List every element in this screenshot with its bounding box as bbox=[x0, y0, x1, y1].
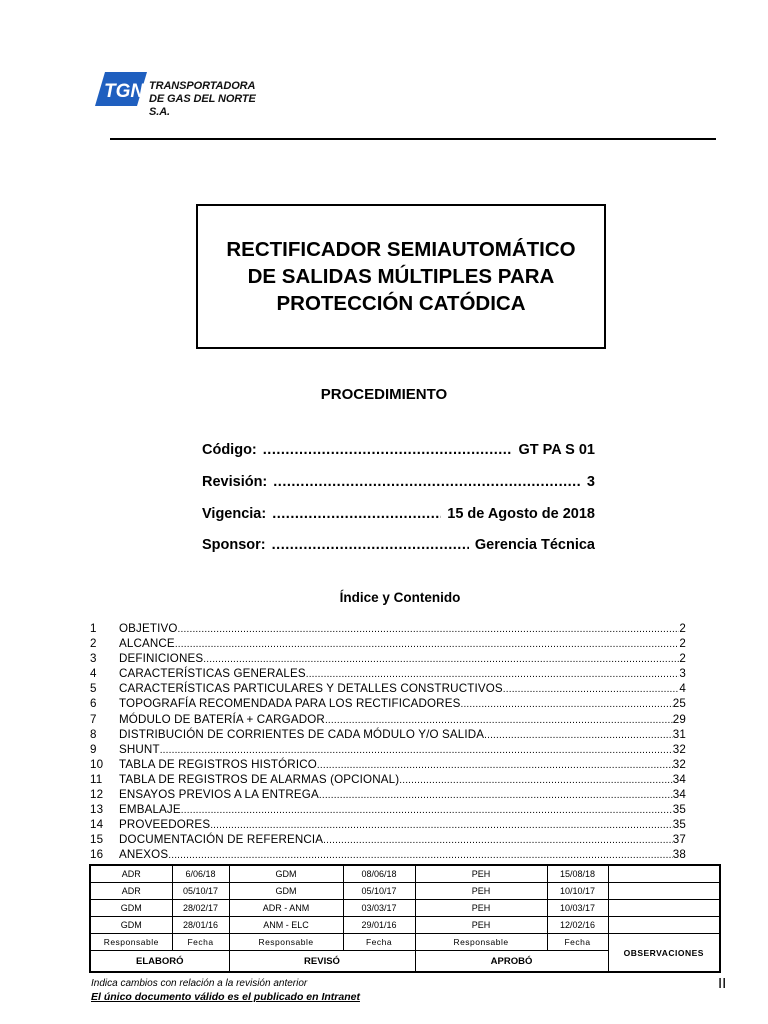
revision-cell: 03/03/17 bbox=[343, 900, 415, 917]
table-of-contents bbox=[90, 622, 686, 864]
revision-cell: PEH bbox=[415, 883, 547, 900]
revision-cell: 29/01/16 bbox=[343, 917, 415, 934]
toc-item bbox=[90, 622, 686, 637]
toc-item bbox=[90, 743, 686, 758]
revision-cell: 05/10/17 bbox=[343, 883, 415, 900]
revision-cell: 28/01/16 bbox=[172, 917, 229, 934]
toc-page: 35 bbox=[672, 803, 686, 817]
meta-code bbox=[202, 442, 595, 458]
meta-label: Vigencia: bbox=[202, 506, 267, 522]
meta-label: Código: bbox=[202, 442, 257, 458]
revision-row bbox=[90, 883, 720, 900]
meta-leader bbox=[272, 506, 441, 522]
revision-cell: GDM bbox=[229, 883, 343, 900]
meta-leader bbox=[273, 474, 581, 490]
toc-number: 16 bbox=[90, 848, 104, 862]
revision-row bbox=[90, 917, 720, 934]
revision-role-cell: APROBÓ bbox=[415, 951, 608, 973]
toc-number: 11 bbox=[90, 772, 103, 786]
revision-table bbox=[89, 864, 721, 973]
revision-cell: GDM bbox=[229, 865, 343, 883]
toc-page: 29 bbox=[672, 712, 686, 726]
revision-cell: ANM - ELC bbox=[229, 917, 343, 934]
revision-cell: ADR bbox=[90, 883, 172, 900]
revision-cell: 10/10/17 bbox=[547, 883, 608, 900]
toc-label: OBJETIVO bbox=[119, 622, 178, 635]
company-name-line2: DE GAS DEL NORTE S.A. bbox=[149, 93, 256, 118]
toc-page: 31 bbox=[672, 727, 686, 741]
toc-item bbox=[90, 848, 686, 863]
index-title: Índice y Contenido bbox=[339, 590, 461, 605]
observations-cell bbox=[608, 883, 720, 900]
toc-label: TABLA DE REGISTROS HISTÓRICO bbox=[119, 757, 317, 771]
toc-label: ALCANCE bbox=[119, 637, 175, 651]
toc-item bbox=[90, 697, 686, 712]
company-logo bbox=[95, 66, 265, 118]
toc-label: SHUNT bbox=[119, 742, 160, 756]
toc-item bbox=[90, 667, 686, 682]
company-name bbox=[149, 80, 265, 119]
toc-leader bbox=[210, 819, 673, 833]
toc-page: 4 bbox=[679, 682, 686, 696]
revision-cell: GDM bbox=[90, 900, 172, 917]
validity-note: El único documento válido es el publicado en Intranet bbox=[91, 991, 360, 1003]
toc-page: 34 bbox=[672, 788, 686, 802]
meta-value: GT PA S 01 bbox=[518, 442, 595, 458]
revision-role-cell: ELABORÓ bbox=[90, 951, 229, 973]
meta-value: 15 de Agosto de 2018 bbox=[447, 506, 595, 522]
meta-value: Gerencia Técnica bbox=[474, 537, 595, 553]
revision-cell: PEH bbox=[415, 917, 547, 934]
toc-label: ANEXOS bbox=[119, 848, 169, 862]
toc-page: 34 bbox=[672, 772, 686, 786]
toc-number: 10 bbox=[90, 757, 104, 771]
company-name-line1: TRANSPORTADORA bbox=[149, 80, 256, 92]
toc-leader bbox=[306, 668, 680, 682]
revision-header-row bbox=[90, 934, 720, 951]
revision-role-cell: REVISÓ bbox=[229, 951, 415, 973]
toc-page: 37 bbox=[672, 833, 686, 847]
toc-item bbox=[90, 773, 686, 788]
change-note: Indica cambios con relación a la revisión anterior bbox=[91, 978, 308, 989]
toc-label: DISTRIBUCIÓN DE CORRIENTES DE CADA MÓDULO Y/O SALIDA bbox=[119, 727, 485, 741]
toc-item bbox=[90, 652, 686, 667]
toc-leader bbox=[203, 653, 679, 667]
revision-header-cell: Fecha bbox=[343, 934, 415, 951]
revision-cell: PEH bbox=[415, 865, 547, 883]
toc-leader bbox=[325, 714, 673, 728]
toc-leader bbox=[317, 759, 673, 773]
revision-header-cell: Fecha bbox=[547, 934, 608, 951]
meta-revision bbox=[202, 474, 595, 490]
toc-page: 38 bbox=[672, 848, 686, 862]
toc-number: 7 bbox=[90, 712, 97, 726]
meta-label: Sponsor: bbox=[202, 537, 266, 553]
toc-leader bbox=[181, 804, 673, 818]
revision-cell: GDM bbox=[90, 917, 172, 934]
toc-number: 14 bbox=[90, 818, 104, 832]
toc-number: 1 bbox=[90, 622, 97, 635]
meta-validity bbox=[202, 506, 595, 522]
toc-number: 9 bbox=[90, 742, 97, 756]
toc-label: TOPOGRAFÍA RECOMENDADA PARA LOS RECTIFICADORES bbox=[119, 697, 461, 711]
observations-header: OBSERVACIONES bbox=[608, 934, 720, 973]
toc-number: 6 bbox=[90, 697, 97, 711]
meta-leader bbox=[263, 442, 513, 458]
toc-number: 2 bbox=[90, 637, 97, 651]
toc-label: CARACTERÍSTICAS GENERALES bbox=[119, 667, 306, 681]
svg-text:TGN: TGN bbox=[104, 81, 145, 102]
toc-page: 2 bbox=[679, 652, 686, 666]
title-line: RECTIFICADOR SEMIAUTOMÁTICO bbox=[226, 238, 576, 261]
toc-item bbox=[90, 803, 686, 818]
revision-cell: 6/06/18 bbox=[172, 865, 229, 883]
toc-item bbox=[90, 788, 686, 803]
revision-cell: 05/10/17 bbox=[172, 883, 229, 900]
document-type: PROCEDIMIENTO bbox=[320, 386, 448, 403]
revision-cell: 15/08/18 bbox=[547, 865, 608, 883]
revision-cell: PEH bbox=[415, 900, 547, 917]
page-number: II bbox=[718, 975, 727, 992]
revision-row bbox=[90, 865, 720, 883]
revision-cell: 10/03/17 bbox=[547, 900, 608, 917]
revision-cell: 28/02/17 bbox=[172, 900, 229, 917]
toc-item bbox=[90, 682, 686, 697]
revision-cell: ADR - ANM bbox=[229, 900, 343, 917]
toc-label: DOCUMENTACIÓN DE REFERENCIA bbox=[119, 833, 324, 847]
toc-number: 15 bbox=[90, 833, 104, 847]
toc-item bbox=[90, 818, 686, 833]
toc-item bbox=[90, 833, 686, 848]
toc-label: TABLA DE REGISTROS DE ALARMAS (OPCIONAL) bbox=[119, 772, 400, 786]
toc-label: CARACTERÍSTICAS PARTICULARES Y DETALLES CONSTRUCTIVOS bbox=[119, 682, 503, 696]
toc-page: 35 bbox=[672, 818, 686, 832]
toc-item bbox=[90, 713, 686, 728]
toc-page: 2 bbox=[679, 622, 686, 635]
toc-page: 32 bbox=[672, 742, 686, 756]
revision-row bbox=[90, 900, 720, 917]
meta-label: Revisión: bbox=[202, 474, 268, 490]
toc-number: 4 bbox=[90, 667, 97, 681]
toc-leader bbox=[503, 683, 680, 697]
toc-label: PROVEEDORES bbox=[119, 818, 211, 832]
meta-sponsor bbox=[202, 537, 595, 553]
revision-header-cell: Responsable bbox=[90, 934, 172, 951]
toc-leader bbox=[178, 623, 680, 637]
revision-cell: ADR bbox=[90, 865, 172, 883]
document-title bbox=[226, 236, 575, 317]
toc-leader bbox=[175, 638, 680, 652]
toc-page: 32 bbox=[672, 757, 686, 771]
observations-cell bbox=[608, 900, 720, 917]
toc-number: 13 bbox=[90, 803, 104, 817]
toc-label: DEFINICIONES bbox=[119, 652, 204, 666]
toc-item bbox=[90, 728, 686, 743]
toc-page: 3 bbox=[679, 667, 686, 681]
toc-leader bbox=[168, 849, 673, 863]
toc-page: 25 bbox=[672, 697, 686, 711]
toc-page: 2 bbox=[679, 637, 686, 651]
toc-leader bbox=[160, 744, 673, 758]
toc-leader bbox=[319, 789, 673, 803]
toc-leader bbox=[484, 729, 673, 743]
toc-item bbox=[90, 758, 686, 773]
toc-number: 5 bbox=[90, 682, 97, 696]
toc-item bbox=[90, 637, 686, 652]
toc-number: 3 bbox=[90, 652, 97, 666]
revision-header-cell: Responsable bbox=[229, 934, 343, 951]
revision-header-cell: Fecha bbox=[172, 934, 229, 951]
toc-label: ENSAYOS PREVIOS A LA ENTREGA bbox=[119, 788, 319, 802]
tgn-logo-icon bbox=[95, 70, 147, 108]
title-line: PROTECCIÓN CATÓDICA bbox=[276, 292, 526, 315]
toc-leader bbox=[399, 774, 673, 788]
revision-cell: 08/06/18 bbox=[343, 865, 415, 883]
toc-number: 8 bbox=[90, 727, 97, 741]
toc-leader bbox=[460, 698, 672, 712]
toc-leader bbox=[323, 834, 673, 848]
meta-value: 3 bbox=[586, 474, 595, 490]
toc-label: MÓDULO DE BATERÍA + CARGADOR bbox=[119, 712, 325, 726]
observations-cell bbox=[608, 865, 720, 883]
meta-leader bbox=[272, 537, 469, 553]
toc-label: EMBALAJE bbox=[119, 803, 181, 817]
toc-number: 12 bbox=[90, 788, 104, 802]
title-box bbox=[196, 204, 606, 349]
revision-cell: 12/02/16 bbox=[547, 917, 608, 934]
revision-header-cell: Responsable bbox=[415, 934, 547, 951]
header-rule bbox=[110, 138, 716, 140]
title-line: DE SALIDAS MÚLTIPLES PARA bbox=[247, 265, 555, 288]
observations-cell bbox=[608, 917, 720, 934]
